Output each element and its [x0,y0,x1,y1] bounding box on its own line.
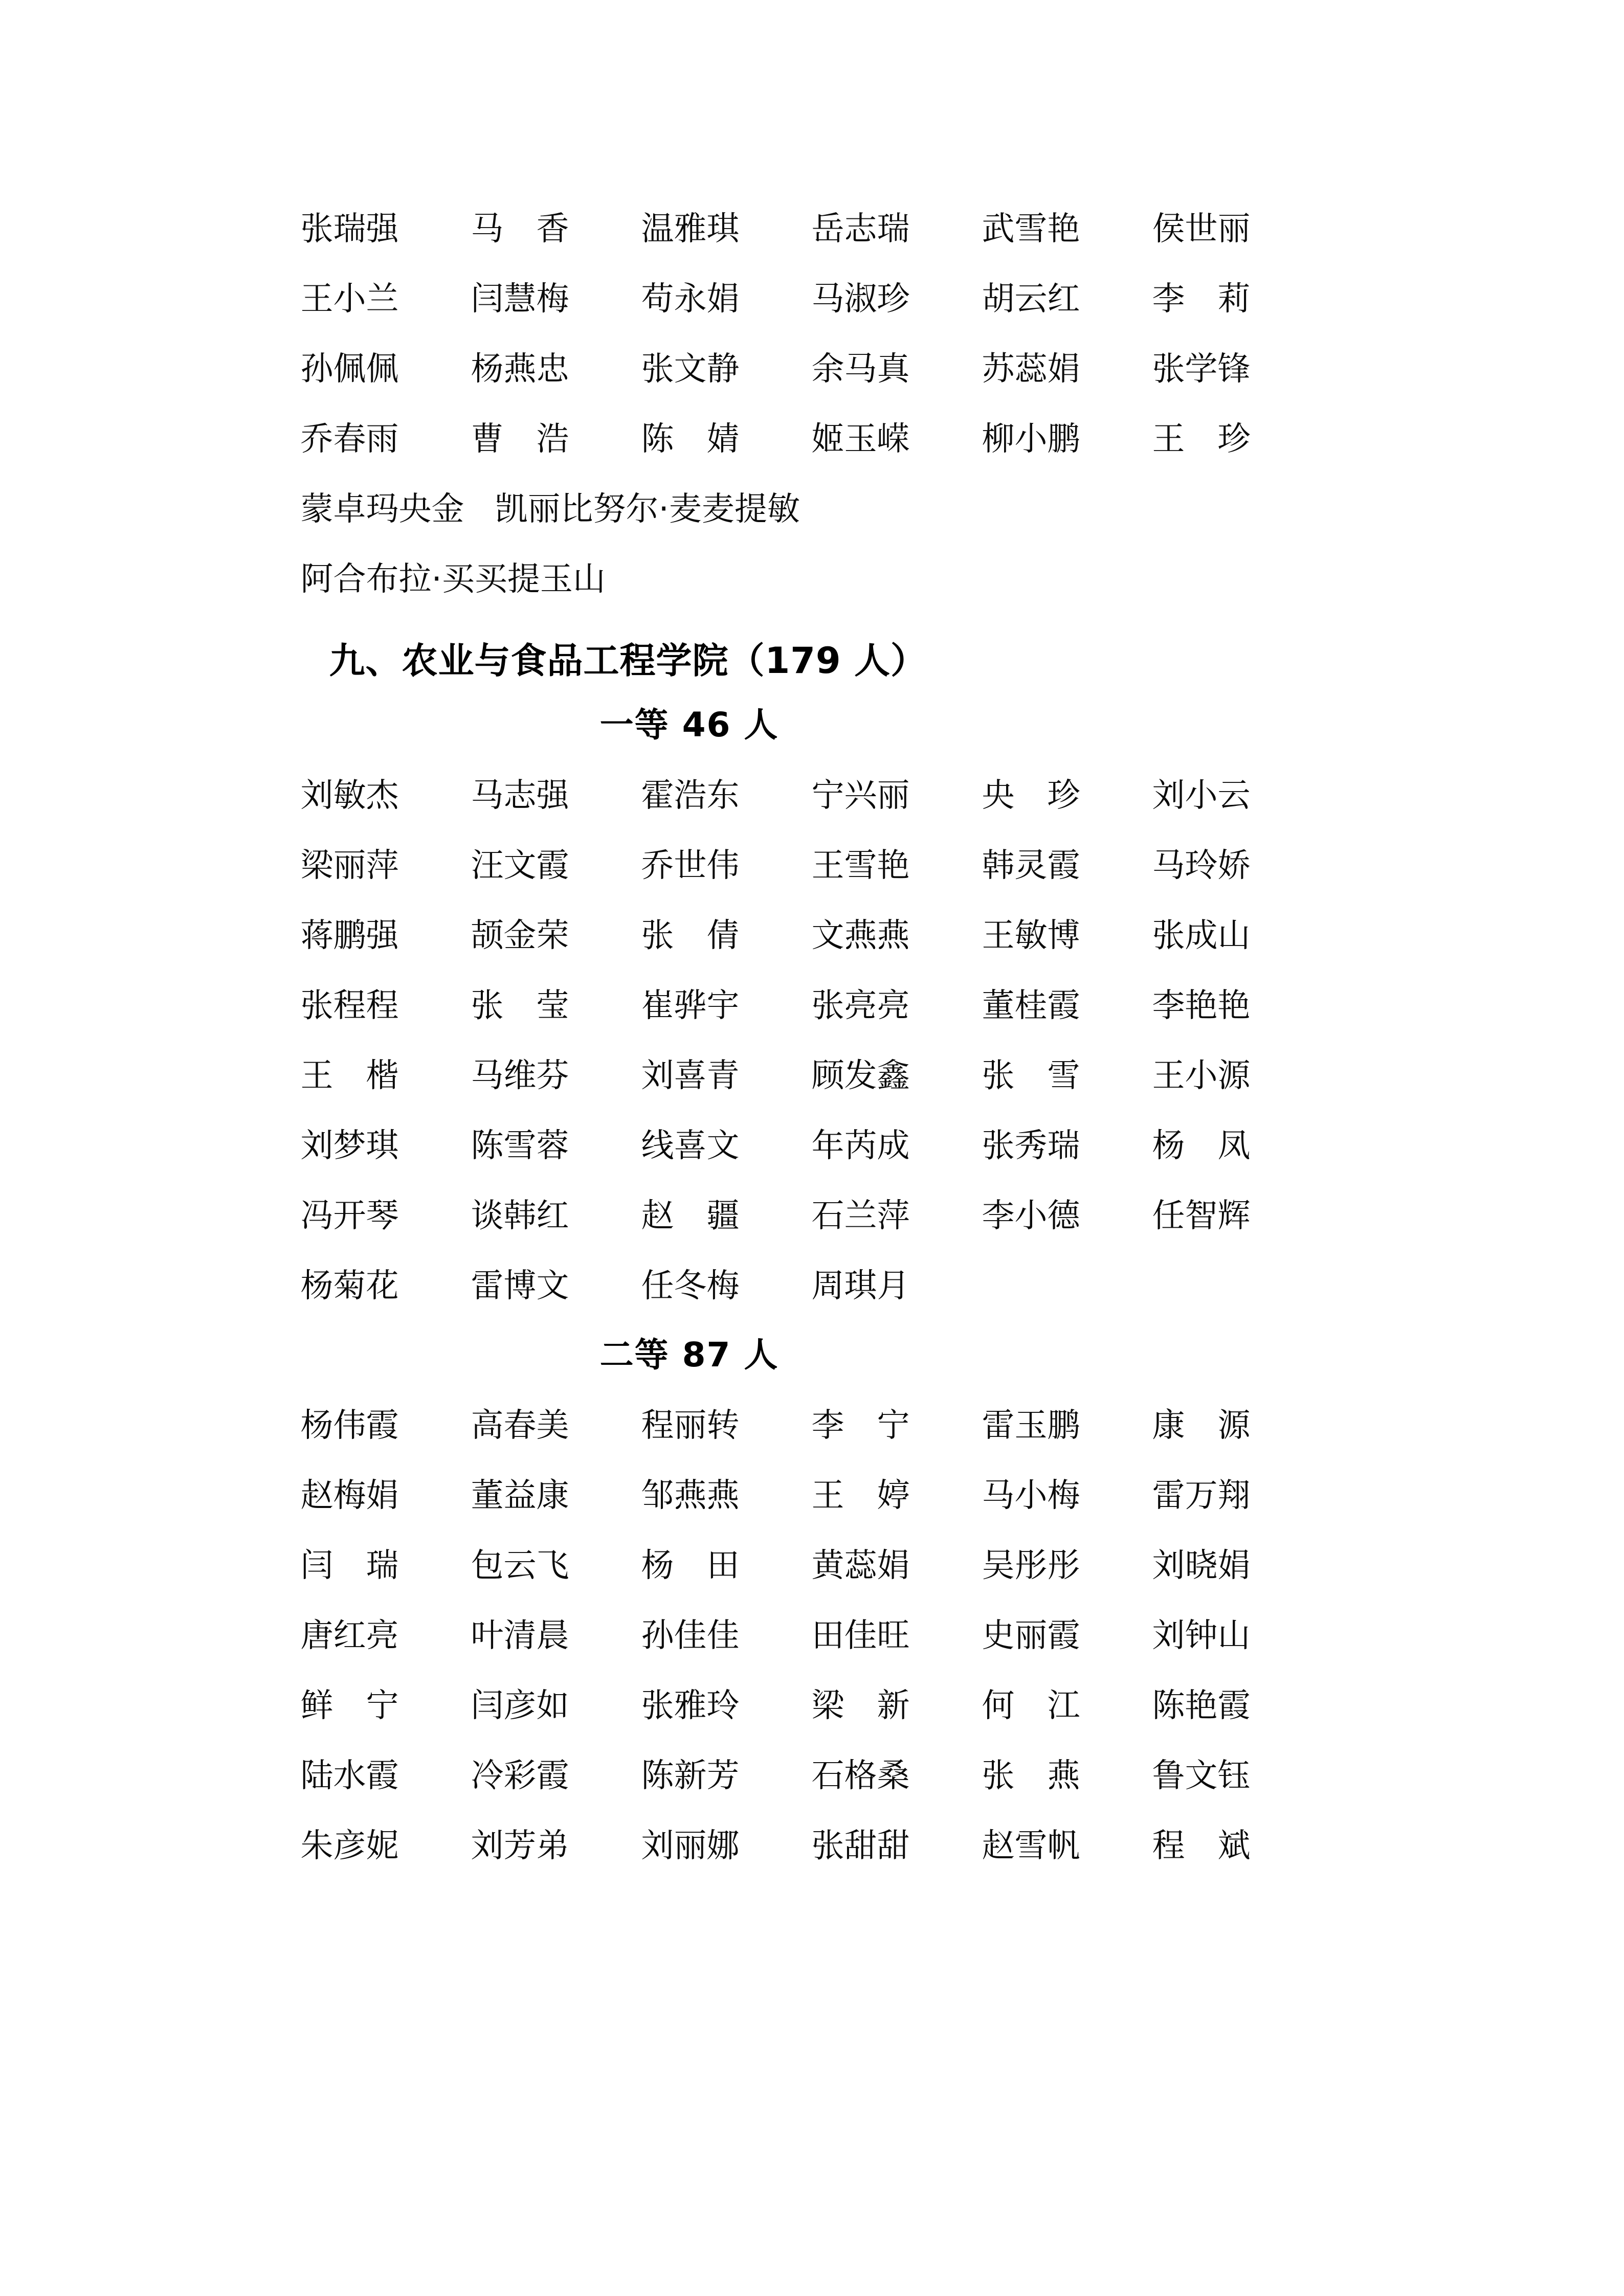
name-cell: 石格桑 [811,1757,910,1795]
name-cell: 刘小云 [1152,777,1251,815]
name-cell: 李艳艳 [1152,987,1251,1025]
name-cell: 刘敏杰 [300,777,399,815]
name-row [301,1601,1324,1671]
name-row [301,1461,1324,1531]
name-cell: 马维芬 [471,1057,569,1095]
name-cell: 赵雪帆 [982,1827,1080,1865]
name-cell: 雷万翔 [1152,1477,1251,1515]
name-cell: 蒙卓玛央金 [300,490,464,528]
name-row [301,404,1324,475]
name-cell: 胡云红 [982,280,1080,318]
name-cell: 张甜甜 [811,1827,910,1865]
name-cell: 苏蕊娟 [982,350,1080,388]
name-row [301,1811,1324,1881]
name-cell: 岳志瑞 [811,210,910,248]
name-cell: 张文静 [641,350,740,388]
name-row [301,901,1324,971]
name-cell: 张 莹 [471,987,569,1025]
name-row [301,971,1324,1041]
name-cell: 余马真 [811,350,910,388]
name-cell: 汪文霞 [471,847,569,885]
name-cell: 刘芳弟 [471,1827,569,1865]
name-cell: 梁 新 [811,1687,910,1725]
name-cell: 霍浩东 [641,777,740,815]
name-cell: 闫彦如 [471,1687,569,1725]
name-cell: 陈雪蓉 [471,1127,569,1165]
name-cell: 张亮亮 [811,987,910,1025]
name-cell: 乔世伟 [641,847,740,885]
name-cell: 董益康 [471,1477,569,1515]
name-cell: 凯丽比努尔·麦麦提敏 [495,490,800,528]
name-cell: 陆水霞 [300,1757,399,1795]
name-cell: 孙佳佳 [641,1617,740,1655]
name-cell: 李 宁 [811,1407,910,1445]
name-cell: 鲜 宁 [300,1687,399,1725]
name-cell: 杨燕忠 [471,350,569,388]
name-cell: 王 婷 [811,1477,910,1515]
name-cell: 王敏博 [982,917,1080,955]
name-cell: 武雪艳 [982,210,1080,248]
name-cell: 邹燕燕 [641,1477,740,1515]
name-cell: 史丽霞 [982,1617,1080,1655]
name-row [301,1531,1324,1601]
name-cell: 马 香 [471,210,569,248]
name-row [301,1181,1324,1251]
name-row [301,264,1324,334]
name-cell: 闫 瑞 [300,1547,399,1585]
name-cell: 顾发鑫 [811,1057,910,1095]
name-cell: 苟永娟 [641,280,740,318]
name-cell: 柳小鹏 [982,420,1080,458]
name-row [301,475,1324,545]
name-row [301,545,1324,615]
name-cell: 杨 凤 [1152,1127,1251,1165]
name-cell: 马淑珍 [811,280,910,318]
name-cell: 张瑞强 [300,210,399,248]
name-row [301,1041,1324,1111]
name-cell: 冷彩霞 [471,1757,569,1795]
name-cell: 张 倩 [641,917,740,955]
name-list-rank-first [301,761,1324,1321]
name-row [301,1111,1324,1181]
name-cell: 吴彤彤 [982,1547,1080,1585]
name-row [301,761,1324,831]
name-row [301,1391,1324,1461]
name-cell: 马玲娇 [1152,847,1251,885]
name-cell: 李 莉 [1152,280,1251,318]
name-cell: 叶清晨 [471,1617,569,1655]
name-cell: 田佳旺 [811,1617,910,1655]
rank-heading-first: 一等 46 人 [599,705,779,745]
name-cell: 李小德 [982,1197,1080,1235]
name-cell: 雷玉鹏 [982,1407,1080,1445]
name-cell: 张雅玲 [641,1687,740,1725]
name-cell: 高春美 [471,1407,569,1445]
name-cell: 央 珍 [982,777,1080,815]
name-cell: 张程程 [300,987,399,1025]
name-cell: 刘丽娜 [641,1827,740,1865]
name-cell: 唐红亮 [300,1617,399,1655]
name-cell: 黄蕊娟 [811,1547,910,1585]
name-cell: 王小兰 [300,280,399,318]
name-cell: 康 源 [1152,1407,1251,1445]
name-cell: 张 雪 [982,1057,1080,1095]
name-cell: 宁兴丽 [811,777,910,815]
name-cell: 闫慧梅 [471,280,569,318]
name-cell: 张学锋 [1152,350,1251,388]
name-cell: 温雅琪 [641,210,740,248]
name-cell: 线喜文 [641,1127,740,1165]
name-cell: 王 珍 [1152,420,1251,458]
name-row [301,1671,1324,1741]
name-cell: 阿合布拉·买买提玉山 [300,560,606,598]
name-cell: 谈韩红 [471,1197,569,1235]
name-row [301,194,1324,264]
name-cell: 朱彦妮 [300,1827,399,1865]
name-cell: 陈新芳 [641,1757,740,1795]
name-cell: 张 燕 [982,1757,1080,1795]
name-cell: 马志强 [471,777,569,815]
name-cell: 冯开琴 [300,1197,399,1235]
name-cell: 程丽转 [641,1407,740,1445]
name-cell: 文燕燕 [811,917,910,955]
name-cell: 杨伟霞 [300,1407,399,1445]
name-cell: 杨 田 [641,1547,740,1585]
name-cell: 颉金荣 [471,917,569,955]
name-cell: 孙佩佩 [300,350,399,388]
name-cell: 刘梦琪 [300,1127,399,1165]
name-row [301,1251,1324,1321]
name-cell: 董桂霞 [982,987,1080,1025]
name-cell: 杨菊花 [300,1267,399,1305]
document-content [301,194,1324,1881]
name-cell: 王雪艳 [811,847,910,885]
name-cell: 包云飞 [471,1547,569,1585]
name-cell: 崔骅宇 [641,987,740,1025]
name-row [301,831,1324,901]
name-cell: 陈 婧 [641,420,740,458]
name-cell: 任冬梅 [641,1267,740,1305]
name-cell: 刘晓娟 [1152,1547,1251,1585]
name-cell: 梁丽萍 [300,847,399,885]
name-cell: 马小梅 [982,1477,1080,1515]
name-cell: 石兰萍 [811,1197,910,1235]
name-cell: 蒋鹏强 [300,917,399,955]
name-list-continued [301,194,1324,615]
name-cell: 曹 浩 [471,420,569,458]
name-row [301,1741,1324,1811]
name-row [301,334,1324,404]
name-cell: 任智辉 [1152,1197,1251,1235]
name-cell: 张秀瑞 [982,1127,1080,1165]
name-cell: 赵 疆 [641,1197,740,1235]
name-cell: 何 江 [982,1687,1080,1725]
name-cell: 韩灵霞 [982,847,1080,885]
name-cell: 刘喜青 [641,1057,740,1095]
name-cell: 鲁文钰 [1152,1757,1251,1795]
college-heading: 九、农业与食品工程学院（179 人） [329,640,927,682]
name-cell: 王小源 [1152,1057,1251,1095]
name-list-rank-second [301,1391,1324,1881]
name-cell: 侯世丽 [1152,210,1251,248]
name-cell: 年芮成 [811,1127,910,1165]
name-cell: 姬玉嵘 [811,420,910,458]
name-cell: 程 斌 [1152,1827,1251,1865]
name-cell: 刘钟山 [1152,1617,1251,1655]
name-cell: 张成山 [1152,917,1251,955]
name-cell: 陈艳霞 [1152,1687,1251,1725]
rank-heading-second: 二等 87 人 [599,1335,779,1375]
name-cell: 赵梅娟 [300,1477,399,1515]
name-cell: 雷博文 [471,1267,569,1305]
name-cell: 乔春雨 [300,420,399,458]
name-cell: 王 楷 [300,1057,399,1095]
name-cell: 周琪月 [811,1267,910,1305]
